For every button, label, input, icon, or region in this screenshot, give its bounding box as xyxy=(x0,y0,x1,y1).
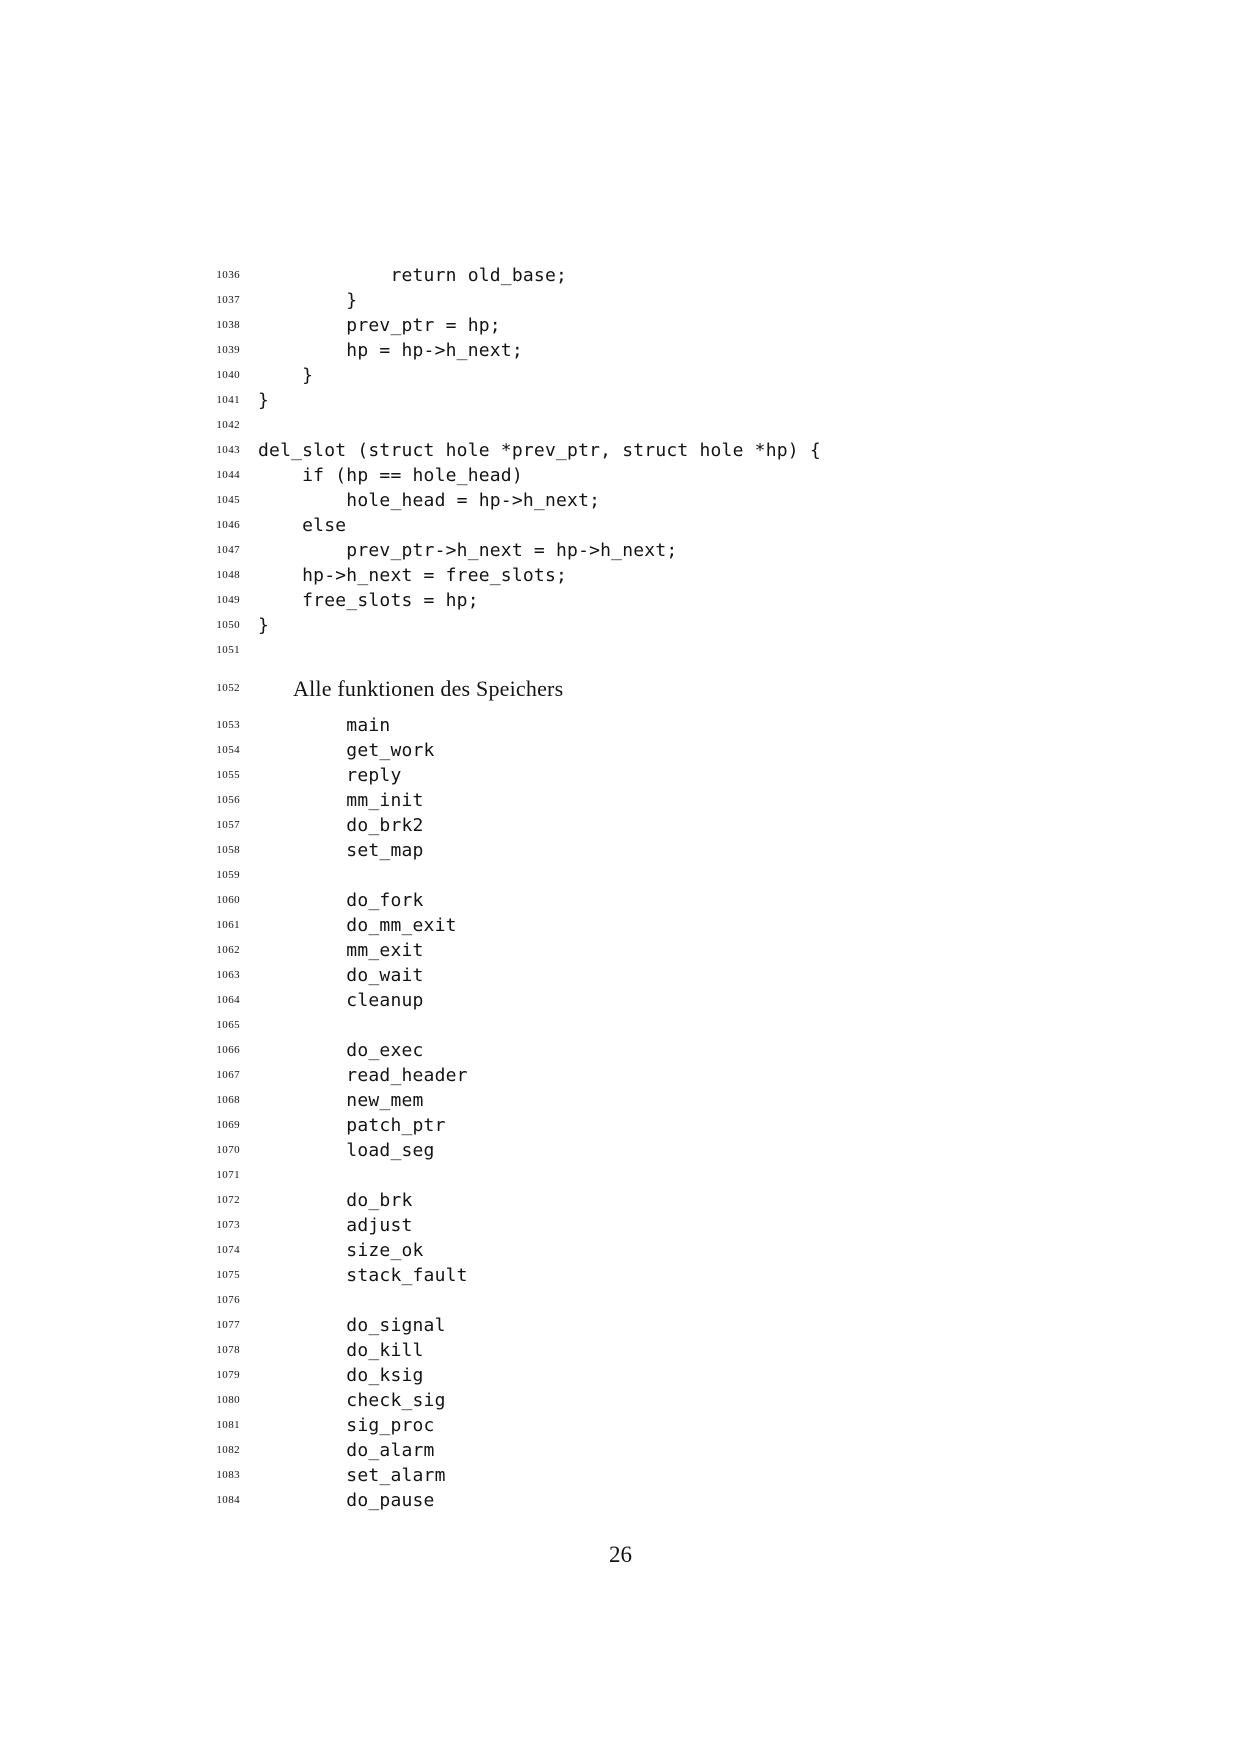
line-text: read_header xyxy=(258,1065,468,1086)
listing-line xyxy=(0,738,1241,763)
line-text: new_mem xyxy=(258,1090,424,1111)
line-number: 1079 xyxy=(216,1369,240,1381)
line-text: do_signal xyxy=(258,1315,446,1336)
line-number: 1038 xyxy=(216,319,240,331)
line-number: 1036 xyxy=(216,269,240,281)
line-text: cleanup xyxy=(258,990,424,1011)
line-number: 1053 xyxy=(216,719,240,731)
listing-line xyxy=(0,676,1241,701)
listing-line xyxy=(0,1213,1241,1238)
listing-line xyxy=(0,788,1241,813)
listing-line xyxy=(0,1388,1241,1413)
line-number: 1046 xyxy=(216,519,240,531)
line-text: do_pause xyxy=(258,1490,435,1511)
line-number: 1055 xyxy=(216,769,240,781)
listing-line xyxy=(0,713,1241,738)
line-text: prev_ptr->h_next = hp->h_next; xyxy=(258,540,678,561)
line-number: 1040 xyxy=(216,369,240,381)
line-text: do_exec xyxy=(258,1040,424,1061)
line-number: 1077 xyxy=(216,1319,240,1331)
listing-line xyxy=(0,1313,1241,1338)
line-number: 1041 xyxy=(216,394,240,406)
line-text: check_sig xyxy=(258,1390,446,1411)
line-text: load_seg xyxy=(258,1140,435,1161)
line-number: 1072 xyxy=(216,1194,240,1206)
line-text: mm_init xyxy=(258,790,424,811)
listing-line xyxy=(0,1338,1241,1363)
line-text: do_mm_exit xyxy=(258,915,457,936)
listing-line xyxy=(0,988,1241,1013)
line-number: 1043 xyxy=(216,444,240,456)
line-text: main xyxy=(258,715,391,736)
listing-line xyxy=(0,1288,1241,1313)
line-number: 1045 xyxy=(216,494,240,506)
listing-line xyxy=(0,413,1241,438)
listing-line xyxy=(0,888,1241,913)
line-text: patch_ptr xyxy=(258,1115,446,1136)
line-number: 1078 xyxy=(216,1344,240,1356)
listing-line xyxy=(0,513,1241,538)
listing-line xyxy=(0,1488,1241,1513)
line-text: do_ksig xyxy=(258,1365,424,1386)
listing-line xyxy=(0,338,1241,363)
line-number: 1080 xyxy=(216,1394,240,1406)
listing-line xyxy=(0,1063,1241,1088)
line-number: 1075 xyxy=(216,1269,240,1281)
line-number: 1069 xyxy=(216,1119,240,1131)
line-number: 1058 xyxy=(216,844,240,856)
line-number: 1042 xyxy=(216,419,240,431)
line-text: size_ok xyxy=(258,1240,424,1261)
line-number: 1047 xyxy=(216,544,240,556)
listing-line xyxy=(0,763,1241,788)
line-text: set_map xyxy=(258,840,424,861)
listing-line xyxy=(0,613,1241,638)
line-text: } xyxy=(258,615,270,636)
listing-line xyxy=(0,1113,1241,1138)
line-text: mm_exit xyxy=(258,940,424,961)
line-text: do_alarm xyxy=(258,1440,435,1461)
line-text: del_slot (struct hole *prev_ptr, struct hole *hp) { xyxy=(258,440,821,461)
listing-line xyxy=(0,1413,1241,1438)
line-text: sig_proc xyxy=(258,1415,435,1436)
line-number: 1071 xyxy=(216,1169,240,1181)
listing-line xyxy=(0,488,1241,513)
line-text: hp->h_next = free_slots; xyxy=(258,565,568,586)
line-text: if (hp == hole_head) xyxy=(258,465,523,486)
listing-line xyxy=(0,388,1241,413)
code-listing xyxy=(0,263,1241,1513)
line-text: hole_head = hp->h_next; xyxy=(258,490,601,511)
line-number: 1082 xyxy=(216,1444,240,1456)
line-number: 1068 xyxy=(216,1094,240,1106)
line-number: 1048 xyxy=(216,569,240,581)
line-number: 1062 xyxy=(216,944,240,956)
listing-line xyxy=(0,463,1241,488)
line-number: 1039 xyxy=(216,344,240,356)
line-text: free_slots = hp; xyxy=(258,590,479,611)
listing-line xyxy=(0,863,1241,888)
line-number: 1052 xyxy=(216,682,240,694)
listing-line xyxy=(0,363,1241,388)
listing-line xyxy=(0,288,1241,313)
line-text: set_alarm xyxy=(258,1465,446,1486)
listing-line xyxy=(0,1138,1241,1163)
line-number: 1081 xyxy=(216,1419,240,1431)
line-number: 1061 xyxy=(216,919,240,931)
line-number: 1063 xyxy=(216,969,240,981)
line-number: 1050 xyxy=(216,619,240,631)
line-number: 1067 xyxy=(216,1069,240,1081)
line-number: 1084 xyxy=(216,1494,240,1506)
listing-line xyxy=(0,963,1241,988)
listing-line xyxy=(0,1088,1241,1113)
line-number: 1074 xyxy=(216,1244,240,1256)
listing-line xyxy=(0,1463,1241,1488)
line-number: 1064 xyxy=(216,994,240,1006)
listing-line xyxy=(0,1188,1241,1213)
line-text: return old_base; xyxy=(258,265,568,286)
line-text: do_brk xyxy=(258,1190,413,1211)
listing-line xyxy=(0,563,1241,588)
line-text: adjust xyxy=(258,1215,413,1236)
line-number: 1049 xyxy=(216,594,240,606)
line-text: } xyxy=(258,390,270,411)
line-text: do_brk2 xyxy=(258,815,424,836)
line-number: 1070 xyxy=(216,1144,240,1156)
listing-line xyxy=(0,588,1241,613)
line-text: reply xyxy=(258,765,402,786)
listing-line xyxy=(0,1163,1241,1188)
line-text: } xyxy=(258,290,358,311)
line-text: prev_ptr = hp; xyxy=(258,315,501,336)
line-number: 1059 xyxy=(216,869,240,881)
line-text: } xyxy=(258,365,314,386)
line-number: 1076 xyxy=(216,1294,240,1306)
line-text: else xyxy=(258,515,347,536)
line-text: do_kill xyxy=(258,1340,424,1361)
line-number: 1054 xyxy=(216,744,240,756)
line-number: 1044 xyxy=(216,469,240,481)
line-number: 1051 xyxy=(216,644,240,656)
page-number: 26 xyxy=(609,1542,632,1567)
line-number: 1065 xyxy=(216,1019,240,1031)
line-number: 1057 xyxy=(216,819,240,831)
section-heading: Alle funktionen des Speichers xyxy=(293,676,564,701)
listing-line xyxy=(0,1238,1241,1263)
line-text: do_wait xyxy=(258,965,424,986)
listing-line xyxy=(0,1263,1241,1288)
listing-line xyxy=(0,1013,1241,1038)
listing-line xyxy=(0,913,1241,938)
listing-line xyxy=(0,263,1241,288)
line-number: 1066 xyxy=(216,1044,240,1056)
listing-line xyxy=(0,1438,1241,1463)
line-text: stack_fault xyxy=(258,1265,468,1286)
line-text: get_work xyxy=(258,740,435,761)
listing-line xyxy=(0,1038,1241,1063)
listing-line xyxy=(0,813,1241,838)
listing-line xyxy=(0,538,1241,563)
listing-line xyxy=(0,313,1241,338)
listing-line xyxy=(0,438,1241,463)
line-number: 1083 xyxy=(216,1469,240,1481)
line-number: 1060 xyxy=(216,894,240,906)
line-number: 1037 xyxy=(216,294,240,306)
line-text: hp = hp->h_next; xyxy=(258,340,523,361)
listing-line xyxy=(0,638,1241,663)
line-number: 1073 xyxy=(216,1219,240,1231)
line-number: 1056 xyxy=(216,794,240,806)
listing-line xyxy=(0,838,1241,863)
listing-line xyxy=(0,1363,1241,1388)
listing-line xyxy=(0,938,1241,963)
line-text: do_fork xyxy=(258,890,424,911)
